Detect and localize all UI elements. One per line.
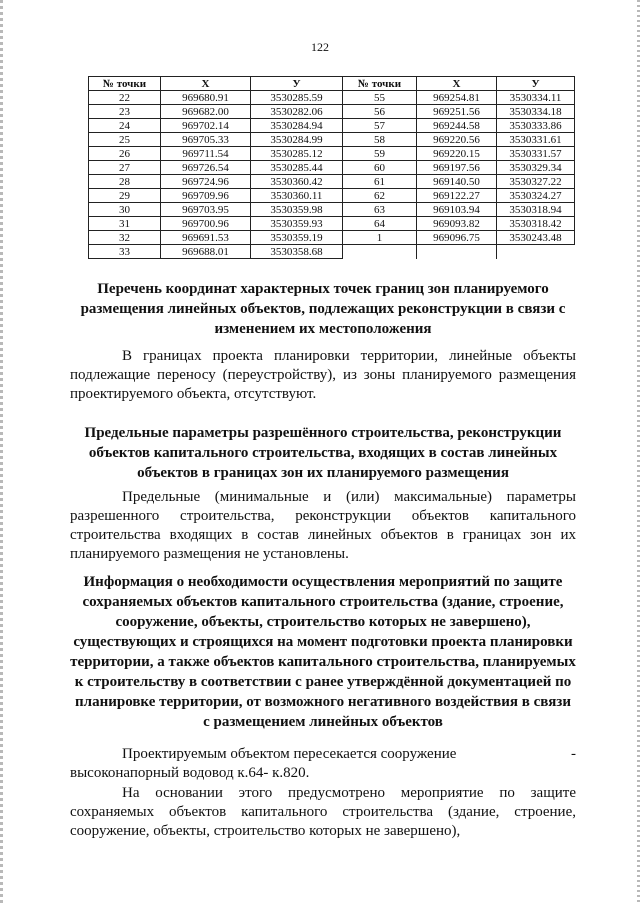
section1-heading: Перечень координат характерных точек границ зон планируемого размещения линейных объектов, подлежащих реконструкции в связи с изменением их местоположения	[80, 281, 566, 337]
table-cell: 3530334.18	[497, 105, 575, 119]
table-cell: 3530282.06	[251, 105, 343, 119]
table-cell: 61	[343, 175, 417, 189]
table-header-cell: № точки	[89, 77, 161, 91]
table-body	[89, 91, 575, 259]
table-cell: 3530285.44	[251, 161, 343, 175]
table-cell: 25	[89, 133, 161, 147]
table-cell: 969220.15	[417, 147, 497, 161]
table-cell: 969220.56	[417, 133, 497, 147]
table-cell: 969724.96	[161, 175, 251, 189]
table-cell: 28	[89, 175, 161, 189]
table-cell: 29	[89, 189, 161, 203]
table-cell: 969700.96	[161, 217, 251, 231]
table-cell: 969709.96	[161, 189, 251, 203]
table-cell	[343, 245, 417, 259]
table-cell: 969680.91	[161, 91, 251, 105]
table-cell: 969093.82	[417, 217, 497, 231]
table-cell: 969691.53	[161, 231, 251, 245]
table-cell: 969726.54	[161, 161, 251, 175]
table-row	[89, 203, 575, 217]
table-header-cell: X	[417, 77, 497, 91]
page-number: 122	[311, 40, 329, 54]
table-row	[89, 231, 575, 245]
table-cell: 24	[89, 119, 161, 133]
table-cell: 57	[343, 119, 417, 133]
table-row	[89, 189, 575, 203]
table-cell: 3530243.48	[497, 231, 575, 245]
table-cell: 3530284.94	[251, 119, 343, 133]
table-cell: 23	[89, 105, 161, 119]
table-cell	[497, 245, 575, 259]
table-cell: 969703.95	[161, 203, 251, 217]
section2-text: Предельные (минимальные и (или) максимальные) параметры разрешенного строительства, реконструкции объектов капитального строительства входящих в состав линейных объектов в границах зон их планируемого размещения не установлены.	[70, 489, 576, 562]
table-row	[89, 119, 575, 133]
table-cell: 56	[343, 105, 417, 119]
table-cell: 3530333.86	[497, 119, 575, 133]
table-cell: 3530358.68	[251, 245, 343, 259]
table-cell: 3530285.12	[251, 147, 343, 161]
table-cell: 3530360.11	[251, 189, 343, 203]
table-cell: 60	[343, 161, 417, 175]
table-row	[89, 147, 575, 161]
table-header-row	[89, 77, 575, 91]
table-cell: 58	[343, 133, 417, 147]
table-cell: 26	[89, 147, 161, 161]
table-cell: 3530324.27	[497, 189, 575, 203]
table-cell: 1	[343, 231, 417, 245]
table-cell: 3530331.61	[497, 133, 575, 147]
table-cell: 32	[89, 231, 161, 245]
table-header-cell: № точки	[343, 77, 417, 91]
table-cell: 33	[89, 245, 161, 259]
table-cell: 969096.75	[417, 231, 497, 245]
table-cell: 3530284.99	[251, 133, 343, 147]
table-cell: 969702.14	[161, 119, 251, 133]
table-cell: 3530359.93	[251, 217, 343, 231]
table-cell: 27	[89, 161, 161, 175]
table-cell: 31	[89, 217, 161, 231]
table-row	[89, 217, 575, 231]
table-cell: 969711.54	[161, 147, 251, 161]
table-header-cell: У	[251, 77, 343, 91]
table-cell: 64	[343, 217, 417, 231]
table-cell: 3530329.34	[497, 161, 575, 175]
table-cell: 3530334.11	[497, 91, 575, 105]
table-row	[89, 161, 575, 175]
table-cell: 3530318.94	[497, 203, 575, 217]
table-cell: 3530360.42	[251, 175, 343, 189]
table-cell: 969682.00	[161, 105, 251, 119]
section1-text: В границах проекта планировки территории, линейные объекты подлежащие переносу (переустройству), из зоны планируемого размещения проектируемого объекта, отсутствуют.	[70, 348, 576, 402]
table-cell: 3530318.42	[497, 217, 575, 231]
table-row	[89, 175, 575, 189]
table-cell: 3530331.57	[497, 147, 575, 161]
table-row	[89, 91, 575, 105]
table-cell: 62	[343, 189, 417, 203]
section2-heading: Предельные параметры разрешённого строительства, реконструкции объектов капитального строительства, входящих в состав линейных объектов в границах зон их планируемого размещения	[84, 425, 562, 481]
table-row	[89, 105, 575, 119]
table-cell: 969197.56	[417, 161, 497, 175]
section3-text1: Проектируемым объектом пересекается сооружение - высоконапорный водовод к.64- к.820.	[70, 746, 576, 781]
table-cell: 969688.01	[161, 245, 251, 259]
table-cell: 969244.58	[417, 119, 497, 133]
section3-heading: Информация о необходимости осуществления мероприятий по защите сохраняемых объектов капитального строительства (здание, строение, сооружение, объекты, строительство которых не завершено), существующих и строящихся на момент подготовки проекта планировки территории, а также объектов капитального строительства, планируемых к строительству в соответствии с ранее утверждённой документацией по планировке территории, от возможного негативного воздействия в связи с размещением линейных объектов	[70, 574, 576, 730]
table-cell: 59	[343, 147, 417, 161]
table-cell: 3530285.59	[251, 91, 343, 105]
table-cell: 969140.50	[417, 175, 497, 189]
table-cell: 969251.56	[417, 105, 497, 119]
table-cell: 55	[343, 91, 417, 105]
table-header-cell: У	[497, 77, 575, 91]
table-row	[89, 245, 575, 259]
table-row	[89, 133, 575, 147]
table-cell: 3530359.19	[251, 231, 343, 245]
table-cell: 969103.94	[417, 203, 497, 217]
table-cell: 30	[89, 203, 161, 217]
table-cell: 969122.27	[417, 189, 497, 203]
coordinates-table	[88, 76, 575, 259]
section3-text2: На основании этого предусмотрено мероприятие по защите сохраняемых объектов капитального строительства (здание, строение, сооружение, объекты, строительство которых не завершено),	[70, 785, 576, 839]
table-header-cell: X	[161, 77, 251, 91]
table-cell: 3530359.98	[251, 203, 343, 217]
scan-edge-left	[0, 0, 3, 905]
table-cell: 22	[89, 91, 161, 105]
table-cell	[417, 245, 497, 259]
table-cell: 3530327.22	[497, 175, 575, 189]
table-cell: 969705.33	[161, 133, 251, 147]
table-cell: 63	[343, 203, 417, 217]
table-cell: 969254.81	[417, 91, 497, 105]
